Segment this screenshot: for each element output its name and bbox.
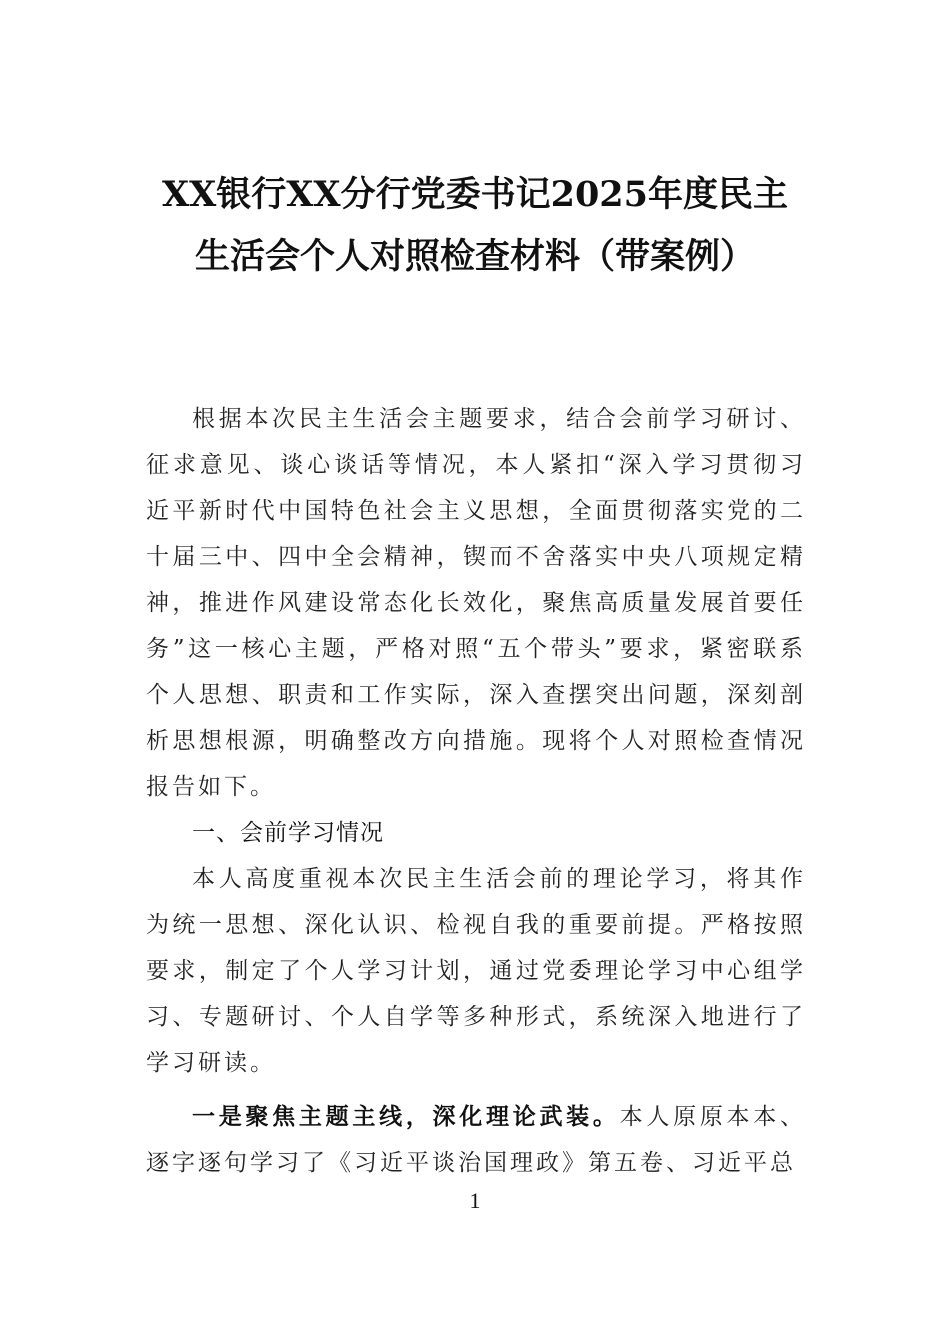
intro-paragraph: 根据本次民主生活会主题要求，结合会前学习研讨、征求意见、谈心谈话等情况，本人紧扣“深入学习贯彻习近平新时代中国特色社会主义思想，全面贯彻落实党的二十届三中、四中全会精神，锲而不舍落实中央八项规定精神，推进作风建设常态化长效化，聚焦高质量发展首要任务”这一核心主题，严格对照“五个带头”要求，紧密联系个人思想、职责和工作实际，深入查摆突出问题，深刻剖析思想根源，明确整改方向措施。现将个人对照检查情况报告如下。: [146, 406, 806, 800]
document-title: [100, 164, 850, 288]
point-1-lead: 一是聚焦主题主线，深化理论武装。: [192, 1103, 620, 1130]
page-number: 1: [469, 1188, 481, 1213]
point-1-paragraph: [146, 1094, 806, 1186]
title-line-2: 生活会个人对照检查材料（带案例）: [194, 236, 755, 277]
document-body: [146, 396, 806, 1186]
section-1-heading: 一、会前学习情况: [192, 820, 384, 846]
section-1-paragraph: 本人高度重视本次民主生活会前的理论学习，将其作为统一思想、深化认识、检视自我的重要前提。严格按照要求，制定了个人学习计划，通过党委理论学习中心组学习、专题研讨、个人自学等多种形式，系统深入地进行了学习研读。: [146, 866, 806, 1076]
point-1-text: 本人原原本本、逐字逐句学习了《习近平谈治国理政》第五卷、习近平总: [146, 1104, 807, 1176]
title-line-1: XX银行XX分行党委书记2025年度民主: [161, 174, 789, 215]
